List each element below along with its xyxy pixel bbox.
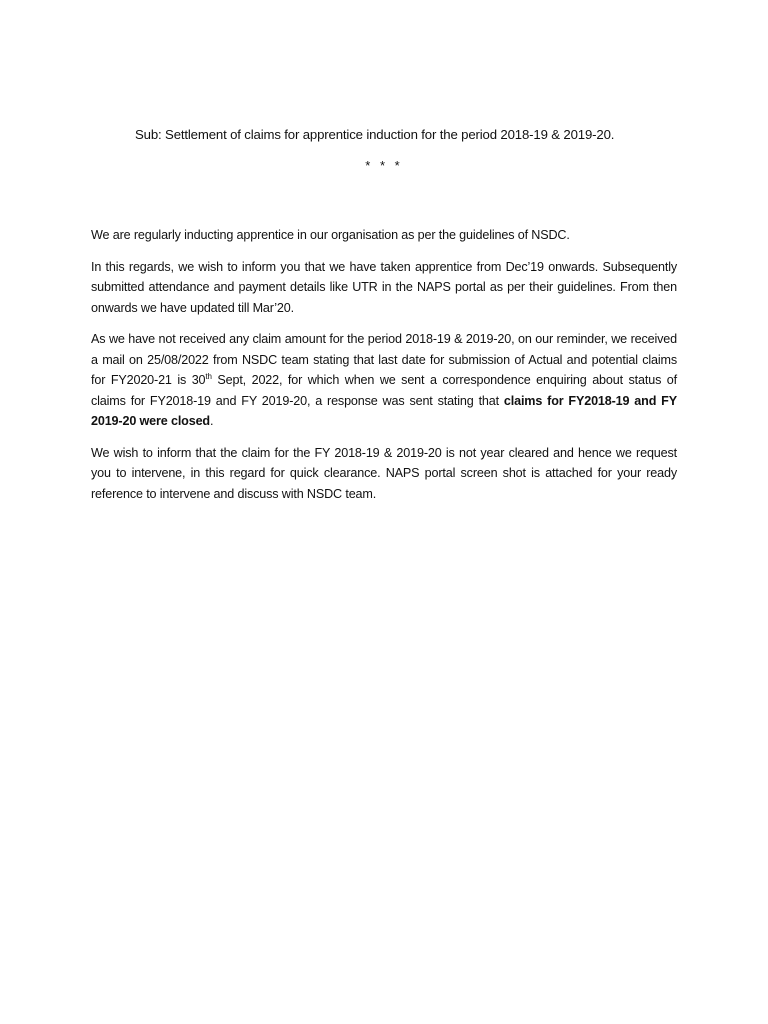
paragraph-3	[91, 329, 677, 432]
subject-line: Sub: Settlement of claims for apprentice induction for the period 2018-19 & 2019-20.	[135, 127, 615, 142]
paragraph-3-part-2: Sept, 2022, for which when we sent a correspondence enquiring about status of claims for FY2018-19 and FY 2019-20, a response was sent stating that	[91, 373, 677, 408]
letter-body	[91, 225, 677, 515]
paragraph-3-part-1: As we have not received any claim amount for the period 2018-19 & 2019-20, on our reminder, we received a mail on 25/08/2022 from NSDC team stating that last date for submission of Actual and potential claims for FY2020-21 is 30	[91, 332, 677, 387]
paragraph-1: We are regularly inducting apprentice in our organisation as per the guidelines of NSDC.	[91, 228, 570, 242]
paragraph-3-bold-text: claims for FY2018-19 and FY 2019-20 were closed	[91, 393, 677, 428]
paragraph-4: We wish to inform that the claim for the FY 2018-19 & 2019-20 is not year cleared and hence we request you to intervene, in this regard for quick clearance. NAPS portal screen shot is attached for your ready reference to intervene and discuss with NSDC team.	[91, 445, 677, 501]
paragraph-3-superscript: th	[205, 371, 212, 381]
paragraph-2: In this regards, we wish to inform you that we have taken apprentice from Dec’19 onwards. Subsequently submitted attendance and payment details like UTR in the NAPS portal as per their guidelines. From then onwards we have updated till Mar’20.	[91, 259, 677, 315]
paragraph-3-part-3: .	[209, 414, 214, 428]
separator-asterisks: * * *	[365, 158, 403, 173]
